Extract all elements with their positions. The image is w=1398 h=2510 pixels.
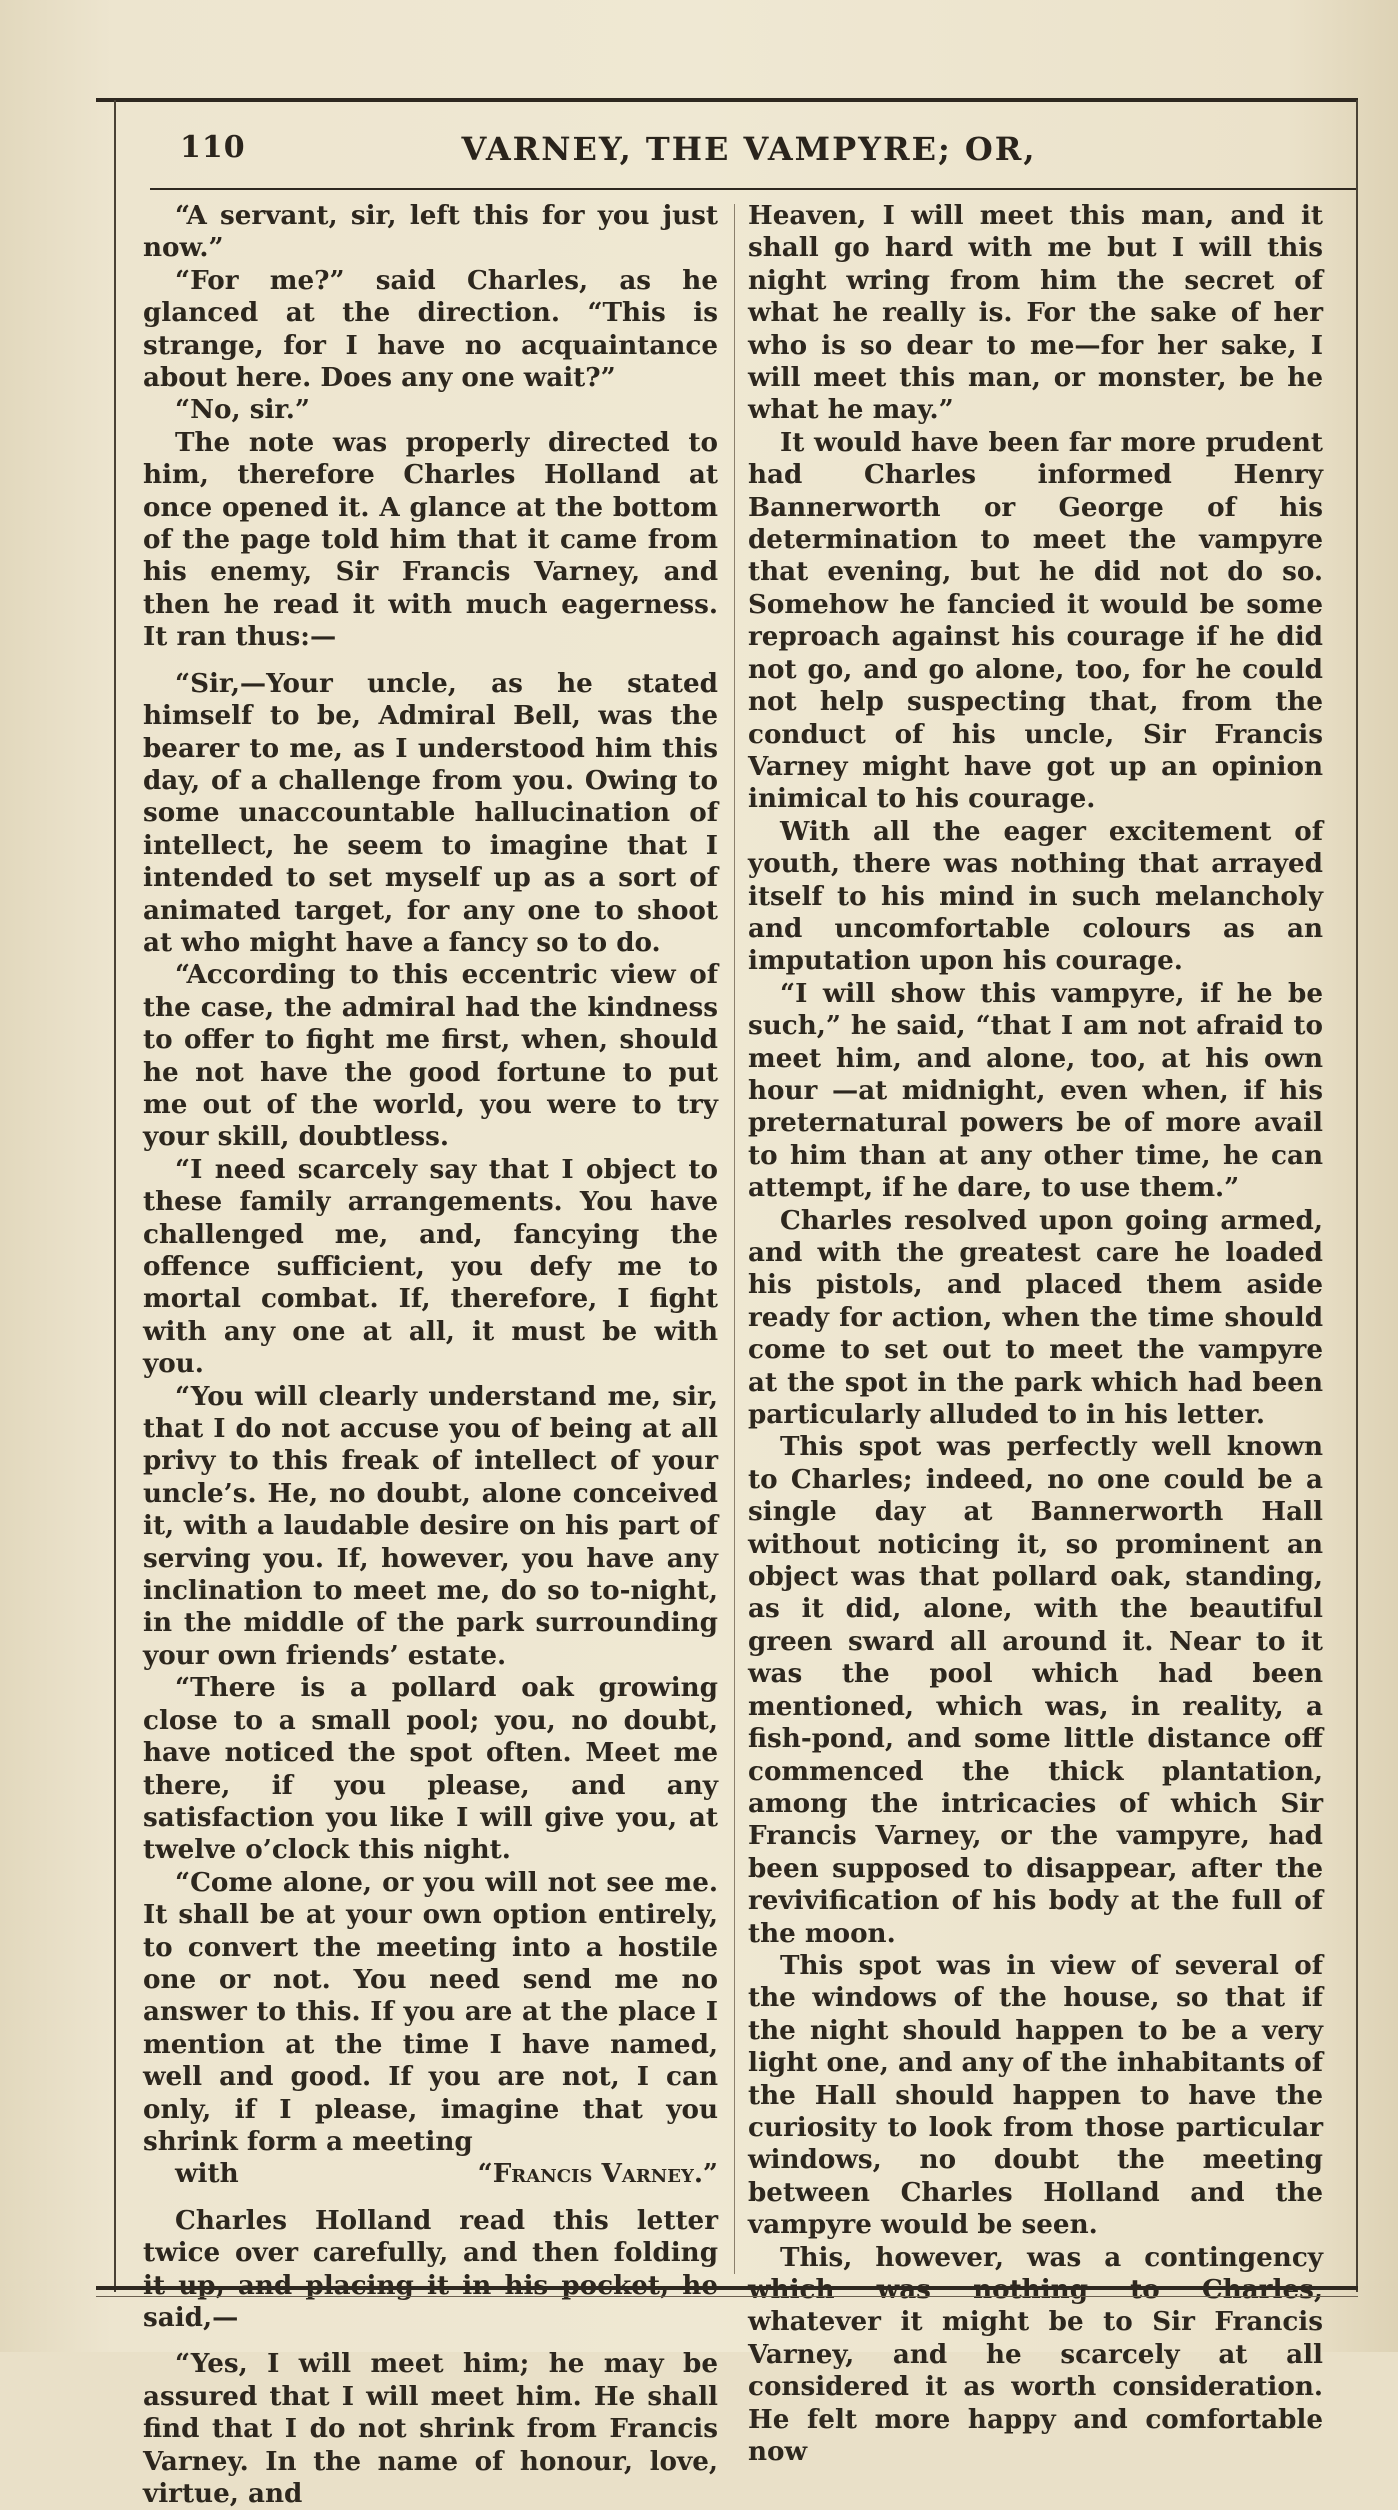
column-separator xyxy=(734,204,735,2274)
left-column xyxy=(143,200,718,2510)
paragraph: “No, sir.” xyxy=(175,394,310,426)
paragraph: “A servant, sir, left this for you just now.” xyxy=(143,200,718,264)
signature-word: with xyxy=(175,2158,239,2190)
paragraph: This spot was perfectly well known to Charles; indeed, no one could be a single day at Bannerworth Hall without noticing it, so prominent an object was that pollard oak, standing, as it did, alone, with the beautiful green sward all around it. Near to it was the pool which had been mentioned, which was, in reality, a fish-pond, and some little distance off commenced the thick plantation, among the intricacies of which Sir Francis Varney, or the vampyre, had been supposed to disappear, after the revivification of his body at the full of the moon. xyxy=(748,1431,1323,1949)
paragraph: The note was properly directed to him, therefore Charles Holland at once opened it. A glance at the bottom of the page told him that it came from his enemy, Sir Francis Varney, and then he read it with much eagerness. It ran thus:— xyxy=(143,426,718,653)
bottom-rule-thin xyxy=(96,2296,1358,2297)
paragraph: Charles Holland read this letter twice over carefully, and then folding said,— xyxy=(143,2204,718,2333)
paragraph: This spot was in view of several of the windows of the house, so that if the night should happen to be a very light one, and any of the inhabitants of the Hall should happen to have the curiosity to look from those particular windows, no doubt the meeting between Charles Holland and the vampyre would be seen. xyxy=(748,1949,1323,2241)
left-border xyxy=(114,100,116,2292)
paragraph: “You will clearly understand me, sir, that I do not accuse you of being at all privy to this freak of intellect of your uncle’s. He, no doubt, alone conceived it, with a laudable desire on his part of serving you. If, however, you have any inclination to meet me, do so to-night, in the middle of the park surrounding your own friends’ estate. xyxy=(143,1380,718,1671)
paragraph: “For me?” said Charles, as he glanced at the direction. “This is strange, for I have no acquaintance about here. Does any one wait?” xyxy=(143,264,718,394)
paragraph: Heaven, I will meet this man, and it shall go hard with me but I will this night wring from him the secret of what he really is. For the sake of her who is so dear to me—for her sake, I will meet this man, or monster, be he what he may.” xyxy=(748,200,1323,426)
top-rule xyxy=(96,98,1358,102)
signature-name: “Francis Varney.” xyxy=(477,2158,718,2190)
paragraph: “There is a pollard oak growing close to a small pool; you, no doubt, have noticed the spot often. Meet me there, if you please, and any satisfaction you like I will give you, at twelve o’clock this night. xyxy=(143,1672,718,1866)
bottom-rule xyxy=(96,2286,1358,2290)
paragraph: This, however, was a contingency whatever it might be to Sir Francis Varney, and he scarcely at all considered it as worth consideration. He felt more happy and comfortable now xyxy=(748,2241,1323,2468)
right-column xyxy=(748,200,1323,2468)
running-title: VARNEY, THE VAMPYRE; OR, xyxy=(461,130,1037,168)
paragraph: “Yes, I will meet him; he may be assured that I will meet him. He shall find that I do not shrink from Francis Varney. In the name of honour, love, virtue, and xyxy=(143,2348,718,2510)
paragraph: “I need scarcely say that I object to these family arrangements. You have challenged me, and, fancying the offence sufficient, you defy me to mortal combat. If, therefore, I fight with any one at all, it must be with you. xyxy=(143,1153,718,1380)
paragraph: Charles resolved upon going armed, and with the greatest care he loaded his pistols, and placed them aside ready for action, when the time should come to set out to meet the vampyre at the spot in the park which had been particularly alluded to in his letter. xyxy=(748,1204,1323,1431)
page-header xyxy=(150,130,1348,180)
right-border xyxy=(1356,100,1358,2292)
paragraph: “Sir,—Your uncle, as he stated himself to be, Admiral Bell, was the bearer to me, as I understood him this day, of a challenge from you. Owing to some unaccountable hallucination of intellect, he seem to imagine that I intended to set myself up as a sort of animated target, for any one to shoot at who might have a fancy so to do. xyxy=(143,667,718,958)
letter-signature xyxy=(143,2158,718,2190)
paragraph: “According to this eccentric view of the case, the admiral had the kindness to offer to fight me first, when, should he not have the good fortune to put me out of the world, you were to try your skill, doubtless. xyxy=(143,959,718,1153)
paragraph: “I will show this vampyre, if he be such,” he said, “that I am not afraid to meet him, and alone, too, at his own hour —at midnight, even when, if his preternatural powers be of more avail to him than at any other time, he can attempt, if he dare, to use them.” xyxy=(748,977,1323,1204)
page-number: 110 xyxy=(180,130,246,165)
paragraph: “Come alone, or you will not see me. It shall be at your own option entirely, to convert the meeting into a hostile one or not. You need send me no answer to this. If you are at the place I mention at the time I have named, well and good. If you are not, I can only, if I please, imagine that you shrink form a meeting xyxy=(143,1866,718,2157)
paragraph: It would have been far more prudent had Charles informed Henry Bannerworth or George of his determination to meet the vampyre that evening, but he did not do so. Somehow he fancied it would be some reproach against his courage if he did not go, and go alone, too, for he could not help suspecting that, from the conduct of his uncle, Sir Francis Varney might have got up an opinion inimical to his courage. xyxy=(748,426,1323,815)
paragraph: With all the eager excitement of youth, there was nothing that arrayed itself to his mind in such melancholy and uncomfortable colours as an imputation upon his courage. xyxy=(748,815,1323,977)
header-rule xyxy=(150,188,1356,190)
